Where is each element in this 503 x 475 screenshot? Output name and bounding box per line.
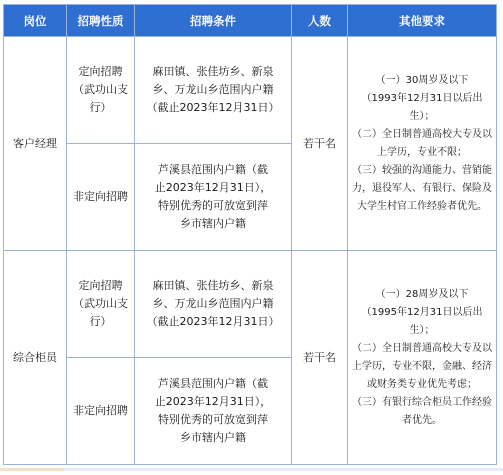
position-cell: 综合柜员: [4, 251, 67, 465]
requirement-line: （1993年12月31日以后出生）；: [361, 92, 483, 122]
table-row: [4, 37, 497, 144]
requirement-line: 上学历，专业不限；: [377, 146, 467, 158]
condition-line: （截止2023年12月31日）: [146, 101, 280, 114]
header-other-requirements: 其他要求: [348, 5, 497, 37]
condition-line: 止2023年12月31日），: [154, 395, 272, 408]
header-position: 岗位: [4, 5, 67, 37]
requirement-line: （一）30周岁及以下: [375, 74, 469, 86]
condition-line: 止2023年12月31日），: [154, 181, 272, 194]
nature-line: （武功山支行）: [73, 83, 128, 114]
nature-cell: [67, 358, 135, 465]
requirement-line: 者优先。: [402, 414, 442, 426]
condition-line: 芦溪县范围内户籍（截: [158, 163, 268, 176]
condition-line: 乡市辖内户籍: [180, 217, 246, 230]
requirement-line: 大学生村官工作经验者优先。: [357, 200, 487, 212]
table-row: [4, 251, 497, 358]
nature-line: 非定向招聘: [73, 404, 128, 417]
conditions-cell: [135, 37, 292, 144]
requirement-line: 或财务类专业优先考虑；: [367, 378, 477, 390]
condition-line: 麻田镇、张佳坊乡、新泉: [152, 279, 274, 292]
nature-line: 非定向招聘: [73, 190, 128, 203]
ruler-segment: [0, 468, 64, 471]
requirements-cell: [348, 251, 497, 465]
requirement-line: 上学历，专业不限，金融、经济: [352, 360, 492, 372]
nature-cell: [67, 251, 135, 358]
conditions-cell: [135, 144, 292, 251]
condition-line: 特别优秀的可放宽到萍: [158, 199, 268, 212]
header-count: 人数: [292, 5, 348, 37]
condition-line: 麻田镇、张佳坊乡、新泉: [152, 65, 274, 78]
condition-line: 乡、万龙山乡范围内户籍: [152, 297, 274, 310]
header-row: [4, 5, 497, 37]
nature-line: （武功山支行）: [73, 297, 128, 328]
ruler-segment: [64, 468, 503, 471]
requirement-line: （1995年12月31日以后出生）；: [361, 306, 483, 336]
nature-line: 定向招聘: [78, 279, 123, 292]
condition-line: 乡市辖内户籍: [180, 431, 246, 444]
requirements-cell: [348, 37, 497, 251]
bottom-ruler: [0, 467, 503, 475]
condition-line: 芦溪县范围内户籍（截: [158, 377, 268, 390]
count-cell: 若干名: [292, 251, 348, 465]
nature-line: 定向招聘: [78, 65, 123, 78]
count-cell: 若干名: [292, 37, 348, 251]
header-conditions: 招聘条件: [135, 5, 292, 37]
conditions-cell: [135, 358, 292, 465]
header-nature: 招聘性质: [67, 5, 135, 37]
requirement-line: （二）全日制普通高校大专及以: [352, 342, 492, 354]
requirement-line: 力，退役军人、有银行、保险及: [352, 182, 492, 194]
requirement-line: （三）较强的沟通能力、营销能: [352, 164, 492, 176]
condition-line: 乡、万龙山乡范围内户籍: [152, 83, 274, 96]
conditions-cell: [135, 251, 292, 358]
requirement-line: （二）全日制普通高校大专及以: [352, 128, 492, 140]
requirement-line: （一）28周岁及以下: [375, 288, 469, 300]
condition-line: （截止2023年12月31日）: [146, 315, 280, 328]
recruitment-table: [3, 4, 497, 465]
nature-cell: [67, 37, 135, 144]
position-cell: 客户经理: [4, 37, 67, 251]
nature-cell: [67, 144, 135, 251]
requirement-line: （三）有银行综合柜员工作经验: [352, 396, 492, 408]
condition-line: 特别优秀的可放宽到萍: [158, 413, 268, 426]
